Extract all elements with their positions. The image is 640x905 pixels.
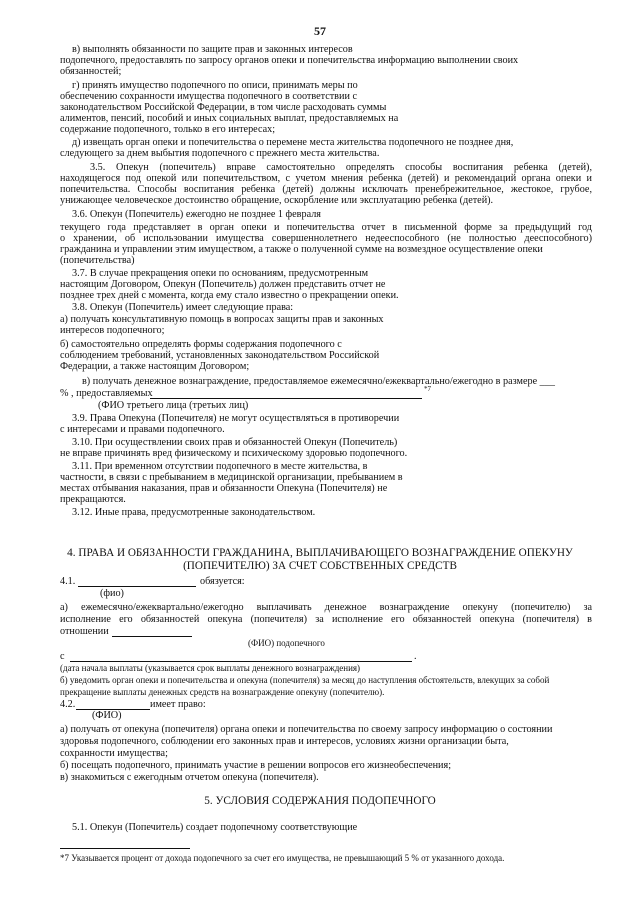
text-line: текущего года представляет в орган опеки и попечительства отчет в письменной форме за предыдущий год xyxy=(60,222,592,233)
text-line: местах отбывания наказания, прав и обязанности Опекуна (Попечителя) не xyxy=(60,483,388,494)
text-line: в) выполнять обязанности по защите прав и законных интересов xyxy=(72,44,353,55)
start-date-blank-line xyxy=(70,661,412,662)
text-line: 3.9. Права Опекуна (Попечителя) не могут осуществляться в противоречии xyxy=(72,413,400,424)
third-party-blank-line xyxy=(150,398,422,399)
text-line: здоровья подопечного, соблюдении его законных прав и интересов, условиях жизни организации быта, xyxy=(60,736,509,747)
text-line: отношении xyxy=(60,626,109,637)
text-line: законодательством Российской Федерации, в том числе расходовать суммы xyxy=(60,102,387,113)
ward-name-blank-line xyxy=(112,636,192,637)
text-line: о хранении, об использовании имущества совершеннолетнего недееспособного (не полностью дееспособного) xyxy=(60,233,592,244)
field-caption: (ФИО) xyxy=(92,710,122,721)
text-line: с xyxy=(60,651,65,662)
text-line: 3.11. При временном отсутствии подопечного в месте жительства, в xyxy=(72,461,368,472)
section-heading: (ПОПЕЧИТЕЛЮ) ЗА СЧЕТ СОБСТВЕННЫХ СРЕДСТВ xyxy=(183,560,457,572)
field-caption: (ФИО третьего лица (третьих лиц) xyxy=(98,400,249,411)
text-line: 3.8. Опекун (Попечитель) имеет следующие права: xyxy=(72,302,294,313)
text-line: имеет право: xyxy=(150,699,206,710)
field-caption: (ФИО) подопечного xyxy=(248,638,325,648)
text-line: 4.1. xyxy=(60,576,76,587)
text-line: сохранности имущества; xyxy=(60,748,168,759)
text-line: исполнение его обязанностей опекуна (попечителя) за исполнение его обязанностей опекуна (попечителя) в xyxy=(60,614,592,625)
footnote: *7 Указывается процент от дохода подопечного за счет его имущества, не превышающий 5 % от указанного дохода. xyxy=(60,853,505,863)
text-line: б) уведомить орган опеки и попечительства и опекуна (попечителя) за месяц до наступления обстоятельств, влекущих за собой xyxy=(60,675,550,685)
text-line: частности, в связи с пребыванием в медицинской организации, пребыванием в xyxy=(60,472,403,483)
text-line: д) извещать орган опеки и попечительства о перемене места жительства подопечного не позднее дня, xyxy=(72,137,514,148)
text-line: а) ежемесячно/ежеквартально/ежегодно выплачивать денежное вознаграждение опекуну (попечителю) за xyxy=(60,602,592,613)
text-line: соблюдением требований, установленных законодательством Российской xyxy=(60,350,380,361)
text-line: попечительства. Способы воспитания ребенка (детей) должны исключать пренебрежительное, жестокое, грубое, xyxy=(60,184,592,195)
section-heading: 4. ПРАВА И ОБЯЗАННОСТИ ГРАЖДАНИНА, ВЫПЛАЧИВАЮЩЕГО ВОЗНАГРАЖДЕНИЕ ОПЕКУНУ xyxy=(67,547,573,559)
text-line: гражданина и управлении этим имуществом, а также о полученной сумме на возмездное осуществление опеки xyxy=(60,244,543,255)
text-line: обязанностей; xyxy=(60,66,122,77)
text-line: % , предоставляемых xyxy=(60,388,153,399)
text-line: б) самостоятельно определять формы содержания подопечного с xyxy=(60,339,342,350)
text-line: 4.2. xyxy=(60,699,76,710)
text-line: прекращение выплаты денежных средств на вознаграждение опекуну (попечителю). xyxy=(60,687,385,697)
text-line: в) получать денежное вознаграждение, предоставляемое ежемесячно/ежеквартально/ежегодно в размере ___ xyxy=(82,376,555,387)
text-line: Федерации, а также настоящим Договором; xyxy=(60,361,250,372)
text-line: с интересами и правами подопечного. xyxy=(60,424,225,435)
footnote-marker: *7 xyxy=(424,385,431,393)
field-caption: (дата начала выплаты (указывается срок выплаты денежного вознаграждения) xyxy=(60,663,361,673)
field-caption: (фио) xyxy=(100,588,124,599)
text-line: не вправе причинять вред физическому и психическому здоровью подопечного. xyxy=(60,448,408,459)
text-line: алиментов, пенсий, пособий и иных социальных выплат, предоставляемых на xyxy=(60,113,399,124)
text-line: интересов подопечного; xyxy=(60,325,165,336)
text-line: следующего за днем выбытия подопечного с прежнего места жительства. xyxy=(60,148,380,159)
footnote-separator xyxy=(60,848,190,849)
text-line: унижающее человеческое достоинство обращение, оскорбление или эксплуатацию ребенка (детей). xyxy=(60,195,494,206)
text-line: обеспечению сохранности имущества подопечного в соответствии с xyxy=(60,91,357,102)
text-line: в) знакомиться с ежегодным отчетом опекуна (попечителя). xyxy=(60,772,319,783)
text-line: находящегося под опекой или попечительством, с учетом мнения ребенка (детей) и рекомендаций органа опеки и xyxy=(60,173,592,184)
text-line: б) посещать подопечного, принимать участие в решении вопросов его жизнеобеспечения; xyxy=(60,760,452,771)
payer-name-blank-line xyxy=(78,586,196,587)
text-line: . xyxy=(414,651,417,662)
text-line: прекращаются. xyxy=(60,494,126,505)
text-line: г) принять имущество подопечного по описи, принимать меры по xyxy=(72,80,358,91)
section-heading: 5. УСЛОВИЯ СОДЕРЖАНИЯ ПОДОПЕЧНОГО xyxy=(204,795,436,807)
text-line: подопечного, предоставлять по запросу органов опеки и попечительства информацию выполнении своих xyxy=(60,55,519,66)
text-line: 3.10. При осуществлении своих прав и обязанностей Опекун (Попечитель) xyxy=(72,437,398,448)
text-line: 5.1. Опекун (Попечитель) создает подопечному соответствующие xyxy=(72,822,358,833)
text-line: настоящим Договором, Опекун (Попечитель) должен представить отчет не xyxy=(60,279,386,290)
page-number: 57 xyxy=(314,24,326,38)
text-line: 3.7. В случае прекращения опеки по основаниям, предусмотренным xyxy=(72,268,369,279)
text-line: (попечительства) xyxy=(60,255,135,266)
text-line: 3.5. Опекун (попечитель) вправе самостоятельно определять способы воспитания ребенка (детей), xyxy=(90,162,592,173)
text-line: а) получать консультативную помощь в вопросах защиты прав и законных xyxy=(60,314,384,325)
text-line: содержание подопечного, только в его интересах; xyxy=(60,124,276,135)
text-line: обязуется: xyxy=(200,576,245,587)
text-line: 3.6. Опекун (Попечитель) ежегодно не позднее 1 февраля xyxy=(72,209,321,220)
text-line: позднее трех дней с момента, когда ему стало известно о прекращении опеки. xyxy=(60,290,399,301)
text-line: а) получать от опекуна (попечителя) органа опеки и попечительства по своему запросу информацию о состоянии xyxy=(60,724,553,735)
text-line: 3.12. Иные права, предусмотренные законодательством. xyxy=(72,507,316,518)
